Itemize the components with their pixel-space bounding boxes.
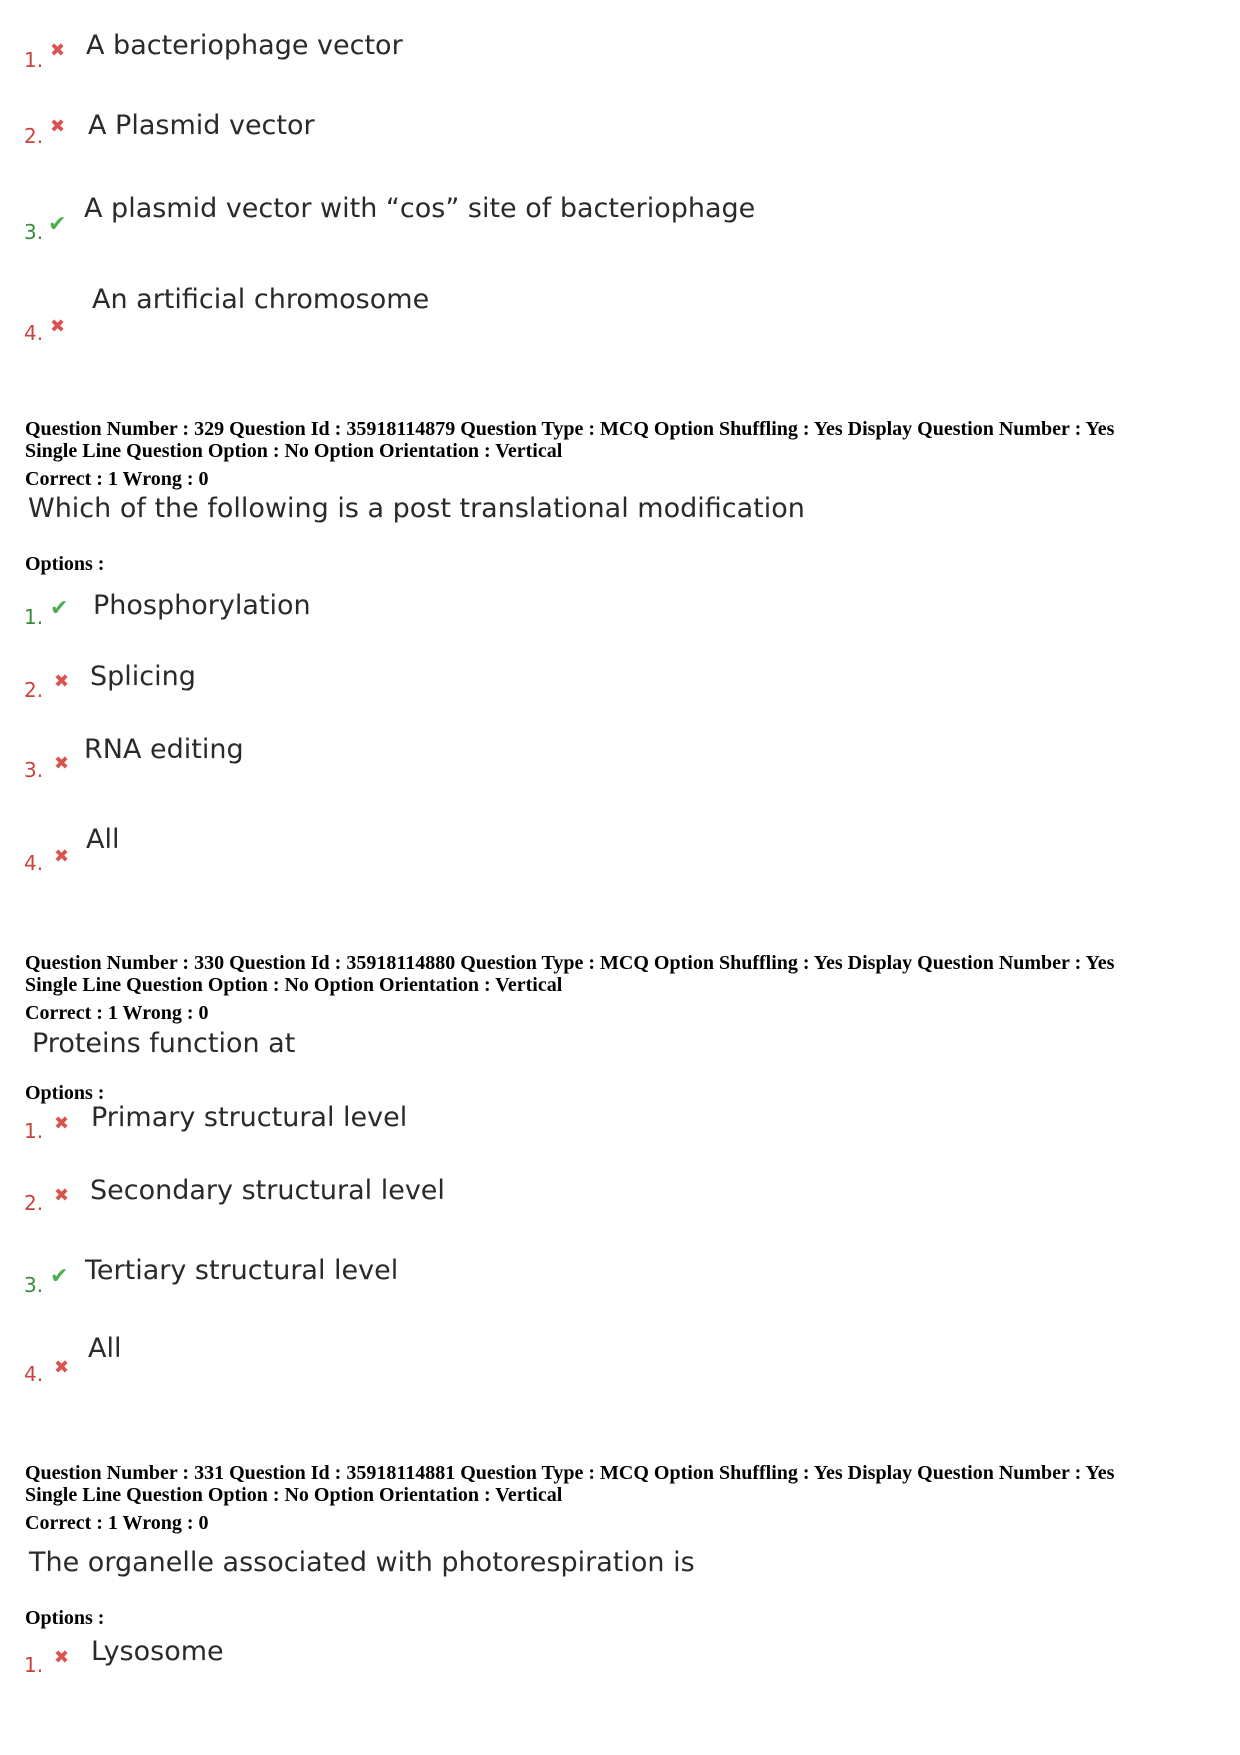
option-number: 4.: [24, 1362, 44, 1386]
cross-icon: ✖: [50, 116, 66, 137]
option-number: 1.: [24, 1653, 44, 1677]
marks: Correct : 1 Wrong : 0: [25, 1512, 209, 1534]
check-icon: ✔: [50, 596, 69, 621]
options-label: Options :: [25, 1082, 105, 1104]
cross-icon: ✖: [54, 1647, 70, 1668]
option-text: Splicing: [90, 661, 196, 692]
question-meta-line2: Single Line Question Option : No Option Orientation : Vertical: [25, 1484, 563, 1506]
option-text: Phosphorylation: [93, 590, 311, 621]
question-meta: Question Number : 330 Question Id : 35918114880 Question Type : MCQ Option Shuffling : Yes Display Question Number : Yes: [25, 952, 1115, 974]
cross-icon: ✖: [50, 316, 66, 337]
option-text: RNA editing: [84, 734, 244, 765]
options-label: Options :: [25, 1607, 105, 1629]
option-number: 3.: [24, 758, 44, 782]
option-text: A bacteriophage vector: [86, 30, 403, 61]
marks: Correct : 1 Wrong : 0: [25, 468, 209, 490]
option-text: An artificial chromosome: [92, 284, 430, 315]
check-icon: ✔: [50, 1264, 69, 1289]
option-text: Secondary structural level: [90, 1175, 445, 1206]
option-text: All: [88, 1333, 122, 1364]
options-label: Options :: [25, 553, 105, 575]
check-icon: ✔: [48, 212, 67, 237]
question-meta: Question Number : 329 Question Id : 35918114879 Question Type : MCQ Option Shuffling : Yes Display Question Number : Yes: [25, 418, 1115, 440]
question-meta: Question Number : 331 Question Id : 35918114881 Question Type : MCQ Option Shuffling : Yes Display Question Number : Yes: [25, 1462, 1115, 1484]
option-number: 2.: [24, 124, 44, 148]
option-number: 4.: [24, 321, 44, 345]
cross-icon: ✖: [54, 846, 70, 867]
option-text: Primary structural level: [91, 1102, 408, 1133]
option-number: 1.: [24, 605, 44, 629]
option-number: 3.: [24, 1273, 44, 1297]
cross-icon: ✖: [54, 1113, 70, 1134]
marks: Correct : 1 Wrong : 0: [25, 1002, 209, 1024]
question-meta-line2: Single Line Question Option : No Option Orientation : Vertical: [25, 974, 563, 996]
option-number: 3.: [24, 220, 44, 244]
option-number: 1.: [24, 1119, 44, 1143]
cross-icon: ✖: [54, 753, 70, 774]
cross-icon: ✖: [54, 671, 70, 692]
option-number: 1.: [24, 48, 44, 72]
question-text: The organelle associated with photorespiration is: [29, 1547, 695, 1578]
question-meta-line2: Single Line Question Option : No Option Orientation : Vertical: [25, 440, 563, 462]
cross-icon: ✖: [50, 40, 66, 61]
option-text: A plasmid vector with “cos” site of bacteriophage: [84, 193, 756, 224]
question-text: Proteins function at: [32, 1028, 296, 1059]
option-text: A Plasmid vector: [88, 110, 315, 141]
cross-icon: ✖: [54, 1357, 70, 1378]
cross-icon: ✖: [54, 1185, 70, 1206]
option-text: Tertiary structural level: [85, 1255, 399, 1286]
option-text: All: [86, 824, 120, 855]
option-number: 2.: [24, 678, 44, 702]
option-number: 4.: [24, 851, 44, 875]
option-text: Lysosome: [91, 1636, 224, 1667]
question-text: Which of the following is a post translational modification: [28, 493, 805, 524]
option-number: 2.: [24, 1191, 44, 1215]
